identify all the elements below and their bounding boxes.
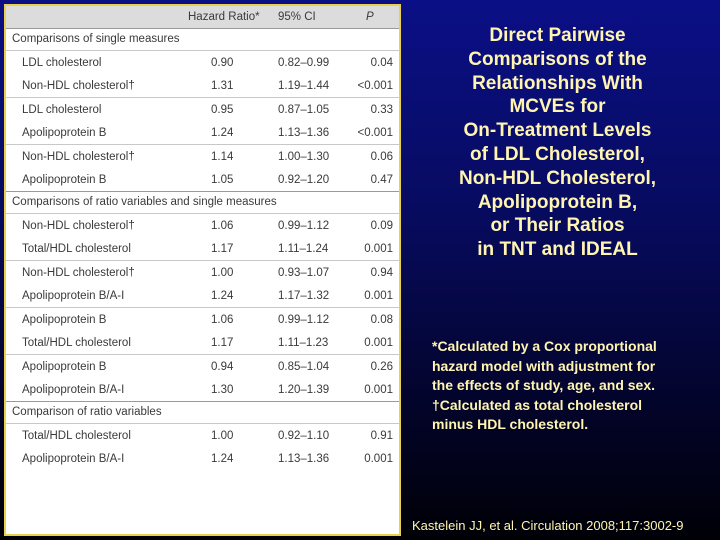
p-value-cell: 0.001	[364, 452, 393, 465]
p-value-cell: <0.001	[357, 126, 393, 139]
footnote-line: †Calculated as total cholesterol	[432, 396, 643, 413]
row-label-cell: Apolipoprotein B/A-I	[22, 289, 125, 302]
title-line: Relationships With	[472, 72, 643, 94]
slide-title	[415, 24, 700, 262]
table-section-header	[6, 402, 399, 424]
row-label-cell: Apolipoprotein B	[6, 308, 184, 332]
table-row	[6, 355, 399, 379]
table-row	[6, 308, 399, 332]
hazard-ratio-cell: 1.14	[184, 145, 272, 169]
results-table-panel	[4, 4, 401, 536]
hazard-ratio-cell: 1.17	[211, 336, 234, 349]
ci-cell: 0.85–1.04	[272, 355, 352, 379]
p-value-cell: 0.001	[364, 242, 393, 255]
ci-cell: 0.99–1.12	[272, 308, 352, 332]
ci-cell: 1.11–1.23	[278, 336, 329, 349]
hazard-ratio-cell: 1.30	[211, 383, 234, 396]
table-row	[6, 98, 399, 122]
p-value-cell: 0.08	[352, 308, 399, 332]
p-value-cell: 0.001	[364, 289, 393, 302]
ci-cell: 1.13–1.36	[278, 126, 330, 139]
ci-cell: 1.00–1.30	[272, 145, 352, 169]
hazard-ratio-cell: 1.00	[184, 424, 272, 448]
hazard-ratio-cell: 0.90	[184, 51, 272, 75]
ci-cell: 0.92–1.20	[278, 173, 330, 186]
hazard-ratio-cell: 1.06	[184, 308, 272, 332]
ci-column-header: 95% CI	[272, 6, 352, 29]
table-row	[6, 168, 399, 192]
table-row	[6, 74, 399, 98]
table-row	[6, 121, 399, 145]
ci-cell: 0.99–1.12	[272, 214, 352, 238]
row-label-cell: Apolipoprotein B	[22, 173, 107, 186]
row-label-cell: Total/HDL cholesterol	[22, 336, 131, 349]
table-body	[6, 29, 399, 471]
p-value-cell: <0.001	[357, 79, 393, 92]
p-value-cell: 0.26	[352, 355, 399, 379]
hazard-ratio-table	[6, 6, 399, 470]
table-row	[6, 378, 399, 402]
p-value-cell: 0.33	[352, 98, 399, 122]
table-section-header	[6, 29, 399, 51]
hazard-ratio-cell: 1.05	[211, 173, 234, 186]
ci-cell: 0.92–1.10	[272, 424, 352, 448]
citation: Kastelein JJ, et al. Circulation 2008;117:3002-9	[412, 518, 684, 533]
section-label: Comparison of ratio variables	[6, 402, 399, 424]
ci-cell: 1.17–1.32	[278, 289, 330, 302]
section-label: Comparisons of single measures	[12, 33, 180, 45]
hazard-ratio-cell: 1.24	[211, 126, 234, 139]
title-line: in TNT and IDEAL	[477, 239, 638, 261]
row-label-cell: LDL cholesterol	[6, 98, 184, 122]
title-line: Apolipoprotein B,	[477, 191, 638, 213]
table-row	[6, 214, 399, 238]
footnote-line: *Calculated by a Cox proportional	[432, 338, 657, 354]
row-label-cell: Apolipoprotein B	[22, 126, 107, 139]
row-label-cell: Non-HDL cholesterol†	[6, 145, 184, 169]
ci-cell: 0.82–0.99	[272, 51, 352, 75]
table-row	[6, 145, 399, 169]
hazard-ratio-cell: 0.94	[184, 355, 272, 379]
p-value-cell: 0.09	[352, 214, 399, 238]
ci-cell: 1.19–1.44	[278, 79, 330, 92]
p-value-cell: 0.001	[364, 336, 393, 349]
p-value-cell: 0.91	[352, 424, 399, 448]
title-line: Direct Pairwise	[489, 25, 626, 46]
hazard-ratio-column-header: Hazard Ratio*	[184, 6, 272, 29]
row-label-cell: LDL cholesterol	[6, 51, 184, 75]
footnote-line: the effects of study, age, and sex.	[432, 377, 656, 394]
ci-cell: 0.93–1.07	[272, 261, 352, 285]
row-label-cell: Apolipoprotein B/A-I	[22, 383, 125, 396]
p-value-cell: 0.06	[352, 145, 399, 169]
table-row	[6, 261, 399, 285]
ci-cell: 1.11–1.24	[278, 242, 329, 255]
row-label-cell: Non-HDL cholesterol†	[6, 214, 184, 238]
p-value-cell: 0.04	[352, 51, 399, 75]
p-value-cell: 0.001	[364, 383, 393, 396]
hazard-ratio-cell: 1.17	[211, 242, 234, 255]
title-line: of LDL Cholesterol,	[470, 143, 645, 165]
row-label-cell: Non-HDL cholesterol†	[6, 261, 184, 285]
row-label-cell: Apolipoprotein B/A-I	[22, 452, 125, 465]
footnote-line: hazard model with adjustment for	[432, 357, 656, 374]
row-label-cell: Non-HDL cholesterol†	[22, 79, 135, 92]
title-line: Comparisons of the	[468, 48, 647, 70]
label-column-header	[6, 6, 184, 29]
hazard-ratio-cell: 1.31	[211, 79, 234, 92]
table-row	[6, 51, 399, 75]
title-line: Non-HDL Cholesterol,	[458, 167, 657, 189]
table-row	[6, 237, 399, 261]
title-line: MCVEs for	[509, 96, 606, 118]
p-value-cell: 0.47	[370, 173, 393, 186]
ci-cell: 1.13–1.36	[278, 452, 330, 465]
footnote-line: minus HDL cholesterol.	[432, 416, 589, 433]
table-row	[6, 424, 399, 448]
hazard-ratio-cell: 1.24	[211, 452, 234, 465]
hazard-ratio-cell: 1.00	[184, 261, 272, 285]
hazard-ratio-cell: 1.06	[184, 214, 272, 238]
section-label: Comparisons of ratio variables and single measures	[6, 192, 399, 214]
row-label-cell: Total/HDL cholesterol	[6, 424, 184, 448]
ci-cell: 0.87–1.05	[272, 98, 352, 122]
title-line: On-Treatment Levels	[463, 120, 652, 142]
table-row	[6, 447, 399, 470]
ci-cell: 1.20–1.39	[278, 383, 330, 396]
hazard-ratio-cell: 1.24	[211, 289, 234, 302]
footnotes	[432, 337, 712, 435]
row-label-cell: Total/HDL cholesterol	[22, 242, 131, 255]
hazard-ratio-cell: 0.95	[184, 98, 272, 122]
table-header-row	[6, 6, 399, 29]
table-row	[6, 284, 399, 308]
title-line: or Their Ratios	[490, 215, 625, 237]
p-value-cell: 0.94	[352, 261, 399, 285]
table-section-header	[6, 192, 399, 214]
p-value-column-header: P	[352, 6, 399, 29]
table-row	[6, 331, 399, 355]
row-label-cell: Apolipoprotein B	[6, 355, 184, 379]
